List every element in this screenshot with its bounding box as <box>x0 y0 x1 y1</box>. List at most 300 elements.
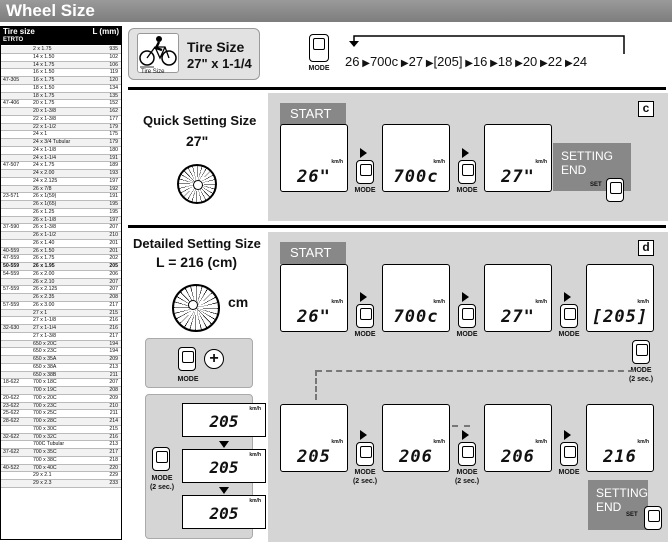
tire-size-cell: 29 x 2.3 <box>33 480 52 486</box>
lcd-value: 206 <box>399 447 433 467</box>
tire-size-cell: 26 x 1.40 <box>33 239 55 246</box>
mode-button-icon <box>458 160 476 184</box>
length-cell: 192 <box>109 185 118 192</box>
detailed-setting-title: Detailed Setting Size <box>133 236 261 251</box>
set-label: SET <box>626 512 638 518</box>
length-cell: 179 <box>109 139 118 145</box>
table-row <box>1 310 121 318</box>
sequence-arrow: ▶ <box>359 58 370 69</box>
etrto-cell: 20-622 <box>3 394 20 401</box>
mode-label: MODE <box>456 331 478 338</box>
lcd-value: 205 <box>209 504 239 523</box>
table-row <box>1 426 121 434</box>
sequence-arrow: ▶ <box>537 58 548 69</box>
sequence-item: 18 <box>497 54 513 69</box>
mode-2sec-label: (2 sec.) <box>628 376 654 383</box>
length-cell: 207 <box>109 278 118 285</box>
tire-size-cell: 16 x 1.50 <box>33 69 55 76</box>
kmh-label: km/h <box>249 452 261 458</box>
length-cell: 220 <box>109 464 118 471</box>
tire-size-cell: 26 x 1-3/8 <box>33 224 57 231</box>
table-row <box>1 472 121 480</box>
etrto-cell: 47-559 <box>3 255 20 262</box>
length-cell: 162 <box>109 108 118 114</box>
table-row <box>1 209 121 217</box>
tire-size-cell: 26 x 2.00 <box>33 270 55 277</box>
etrto-cell: 47-507 <box>3 162 20 169</box>
length-cell: 177 <box>109 115 118 122</box>
length-cell: 201 <box>109 239 118 246</box>
etrto-cell: 40-522 <box>3 464 20 471</box>
kmh-label: km/h <box>249 498 261 504</box>
tire-size-cell: 26 x 1.25 <box>33 208 55 215</box>
tire-size-cell: 650 x 35A <box>33 356 57 362</box>
lcd-value: 700c <box>393 307 439 327</box>
tire-size-cell: 24 x 1 <box>33 131 48 138</box>
length-cell: 175 <box>109 131 118 138</box>
mode-label: MODE <box>558 469 580 476</box>
tire-size-cell: 24 x 2.00 <box>33 170 55 176</box>
divider-top <box>128 87 666 90</box>
table-row <box>1 465 121 473</box>
tire-size-cell: 700 x 28C <box>33 418 57 424</box>
arrow-right <box>564 430 571 440</box>
table-row <box>1 255 121 263</box>
table-row <box>1 379 121 387</box>
tire-size-cell: 26 x 1.50 <box>33 247 55 254</box>
tire-size-cell: 650 x 23C <box>33 348 57 355</box>
tire-size-cell: 700C Tubular <box>33 441 65 448</box>
table-row <box>1 186 121 194</box>
sequence-item: 24 <box>572 54 588 69</box>
lcd-display <box>182 495 266 529</box>
length-cell: 195 <box>109 201 118 207</box>
lcd-display <box>280 404 348 472</box>
start-tab: START <box>280 242 346 264</box>
etrto-cell: 23-571 <box>3 193 20 200</box>
mode-button-icon <box>152 447 170 471</box>
length-cell: 218 <box>109 456 118 463</box>
mode-button-icon <box>560 442 578 466</box>
tire-size-cell: 700 x 23C <box>33 402 57 409</box>
setting-end-line-1: SETTING <box>561 149 614 163</box>
arrow-right <box>462 430 469 440</box>
kmh-label: km/h <box>331 439 343 445</box>
set-label: SET <box>590 182 602 188</box>
tire-size-title: Tire Size <box>187 39 245 55</box>
sequence-arrow: ▶ <box>487 58 498 69</box>
mode-button-icon <box>458 304 476 328</box>
kmh-label: km/h <box>433 439 445 445</box>
tire-size-cell: 14 x 1.50 <box>33 53 55 60</box>
table-row <box>1 232 121 240</box>
kmh-label: km/h <box>331 299 343 305</box>
table-row <box>1 100 121 108</box>
length-cell: 194 <box>109 340 118 347</box>
length-cell: 217 <box>109 301 118 308</box>
length-cell: 191 <box>109 154 118 161</box>
dashed-line <box>315 370 317 400</box>
table-row <box>1 286 121 294</box>
length-cell: 206 <box>109 270 118 277</box>
mode-label: MODE <box>308 65 330 72</box>
lcd-value: 205 <box>297 447 331 467</box>
tire-size-cell: 700 x 40C <box>33 464 57 471</box>
lcd-value: [205] <box>591 307 649 327</box>
lcd-value: 206 <box>501 447 535 467</box>
length-cell: 207 <box>109 379 118 386</box>
length-cell: 195 <box>109 208 118 215</box>
lcd-display <box>182 449 266 483</box>
kmh-label: km/h <box>249 406 261 412</box>
length-cell: 120 <box>109 77 118 83</box>
cm-label: cm <box>228 294 249 310</box>
length-cell: 233 <box>109 480 118 486</box>
col-length: L (mm) <box>92 27 119 36</box>
loop-arrow <box>348 32 628 56</box>
wheel-circumference-icon <box>172 284 220 332</box>
mode-button-icon <box>309 34 329 62</box>
lcd-display <box>382 264 450 332</box>
tire-size-cell: 24 x 1-1/4 <box>33 154 57 161</box>
length-cell: 135 <box>109 92 118 99</box>
tire-size-cell: 700 x 19C <box>33 387 57 393</box>
table-row <box>1 434 121 442</box>
mode-plus-box <box>145 338 253 388</box>
length-cell: 209 <box>109 356 118 362</box>
detailed-setting-formula: L = 216 (cm) <box>156 254 238 270</box>
table-row <box>1 263 121 271</box>
length-cell: 102 <box>109 53 118 60</box>
mode-label: MODE <box>630 367 652 374</box>
etrto-cell: 28-622 <box>3 418 20 424</box>
table-row <box>1 193 121 201</box>
mode-2sec-label: (2 sec.) <box>352 478 378 485</box>
length-cell: 216 <box>109 317 118 324</box>
sequence-item: [205] <box>433 54 463 69</box>
length-cell: 197 <box>109 216 118 223</box>
tire-size-cell: 26 x 3.00 <box>33 301 55 308</box>
tire-size-cell: 18 x 1.75 <box>33 92 55 99</box>
kmh-label: km/h <box>535 159 547 165</box>
dashed-line <box>452 425 470 427</box>
setting-end-line-2: END <box>561 163 587 177</box>
tire-size-value: 27" x 1-1/4 <box>187 56 252 71</box>
tire-size-cell: 18 x 1.50 <box>33 84 55 91</box>
length-cell: 216 <box>109 325 118 331</box>
table-row <box>1 341 121 349</box>
length-cell: 179 <box>109 123 118 130</box>
lcd-display <box>586 264 654 332</box>
plus-icon: + <box>204 349 224 369</box>
sequence-item: 22 <box>547 54 563 69</box>
length-cell: 197 <box>109 177 118 184</box>
table-row <box>1 364 121 372</box>
lcd-display <box>586 404 654 472</box>
table-row <box>1 62 121 70</box>
tire-size-cell: 26 x 2.35 <box>33 294 55 300</box>
table-row <box>1 449 121 457</box>
table-row <box>1 279 121 287</box>
panel-letter-d: d <box>638 240 654 256</box>
tire-size-cell: 26 x 1-1/8 <box>33 216 57 223</box>
dashed-line <box>640 368 642 370</box>
mode-button-icon <box>356 442 374 466</box>
length-cell: 208 <box>109 387 118 393</box>
tire-size-box <box>128 28 260 80</box>
length-cell: 134 <box>109 84 118 91</box>
length-cell: 209 <box>109 394 118 401</box>
length-cell: 215 <box>109 309 118 316</box>
tire-size-icon-label: Tire Size <box>141 69 165 75</box>
table-row <box>1 387 121 395</box>
mode-label: MODE <box>354 469 376 476</box>
divider-middle <box>128 225 666 228</box>
tire-size-cell: 27 x 1-1/4 <box>33 325 57 331</box>
table-row <box>1 317 121 325</box>
length-cell: 191 <box>109 193 118 200</box>
sequence-item: 20 <box>522 54 538 69</box>
mode-button-icon <box>560 304 578 328</box>
length-cell: 201 <box>109 247 118 254</box>
table-row <box>1 54 121 62</box>
wheel-icon <box>177 164 217 204</box>
table-row <box>1 480 121 488</box>
sequence-arrow: ▶ <box>512 58 523 69</box>
length-cell: 152 <box>109 100 118 107</box>
kmh-label: km/h <box>637 439 649 445</box>
tire-size-cell: 20 x 1-3/8 <box>33 108 57 114</box>
tire-size-cell: 700 x 32C <box>33 433 57 440</box>
arrow-right <box>564 292 571 302</box>
length-cell: 229 <box>109 472 118 479</box>
length-cell: 217 <box>109 449 118 455</box>
etrto-cell: 47-305 <box>3 77 20 83</box>
setting-end-box <box>588 480 648 530</box>
tire-size-cell: 27 x 1 <box>33 309 48 316</box>
etrto-cell: 32-630 <box>3 325 20 331</box>
kmh-label: km/h <box>433 159 445 165</box>
lcd-display <box>484 124 552 192</box>
mode-button-icon <box>178 347 196 371</box>
tire-size-cell: 26 x 1(59) <box>33 193 57 200</box>
sequence-arrow: ▶ <box>462 58 473 69</box>
page-title: Wheel Size <box>6 1 95 20</box>
tire-size-cell: 27 x 1-1/8 <box>33 317 57 324</box>
table-row <box>1 457 121 465</box>
setting-end-line-2: END <box>596 500 622 514</box>
mode-button-icon <box>356 304 374 328</box>
etrto-cell: 37-590 <box>3 224 20 231</box>
lcd-value: 26" <box>297 307 331 327</box>
tire-size-cell: 24 x 1-1/8 <box>33 146 57 153</box>
etrto-cell: 50-559 <box>3 263 20 269</box>
lcd-display <box>182 403 266 437</box>
tire-size-cell: 650 x 38A <box>33 363 57 370</box>
table-row <box>1 395 121 403</box>
table-row <box>1 217 121 225</box>
table-row <box>1 93 121 101</box>
col-etrto: ETRTO <box>3 37 24 43</box>
length-cell: 189 <box>109 162 118 169</box>
table-row <box>1 302 121 310</box>
tire-size-cell: 700 x 20C <box>33 394 57 401</box>
length-cell: 119 <box>109 69 118 76</box>
tire-size-cell: 16 x 1.75 <box>33 77 55 83</box>
mode-button-icon <box>356 160 374 184</box>
arrow-right <box>360 292 367 302</box>
table-row <box>1 131 121 139</box>
length-cell: 210 <box>109 402 118 409</box>
tire-size-cell: 700 x 30C <box>33 425 57 432</box>
tire-size-cell: 650 x 38B <box>33 371 57 378</box>
table-row <box>1 124 121 132</box>
length-cell: 210 <box>109 232 118 238</box>
length-cell: 935 <box>109 46 118 52</box>
tire-size-cell: 26 x 2.125 <box>33 286 58 293</box>
table-row <box>1 325 121 333</box>
tire-size-cell: 700 x 25C <box>33 410 57 417</box>
table-row <box>1 178 121 186</box>
length-cell: 217 <box>109 332 118 339</box>
tire-size-cell: 26 x 1.75 <box>33 255 55 262</box>
mode-label: MODE <box>456 469 478 476</box>
tire-size-cell: 26 x 7/8 <box>33 185 52 192</box>
etrto-cell: 18-622 <box>3 379 20 386</box>
length-cell: 213 <box>109 441 118 448</box>
kmh-label: km/h <box>433 299 445 305</box>
tire-size-cell: 24 x 2.125 <box>33 177 58 184</box>
etrto-cell: 25-622 <box>3 410 20 417</box>
table-row <box>1 46 121 54</box>
length-cell: 207 <box>109 286 118 293</box>
table-row <box>1 108 121 116</box>
quick-setting-value: 27" <box>186 133 209 149</box>
table-body <box>1 46 121 488</box>
lcd-value: 26" <box>297 167 331 187</box>
tire-size-cell: 700 x 18C <box>33 379 57 386</box>
dashed-line <box>316 370 634 372</box>
etrto-cell: 23-622 <box>3 402 20 409</box>
tire-size-cell: 22 x 1-3/8 <box>33 115 57 122</box>
tire-size-cell: 14 x 1.75 <box>33 61 55 68</box>
length-cell: 214 <box>109 418 118 424</box>
length-cell: 211 <box>109 410 118 417</box>
table-row <box>1 147 121 155</box>
length-cell: 215 <box>109 425 118 432</box>
table-subheader <box>1 37 121 45</box>
mode-label: MODE <box>354 187 376 194</box>
length-cell: 216 <box>109 433 118 440</box>
table-row <box>1 69 121 77</box>
length-cell: 207 <box>109 224 118 231</box>
mode-button-icon <box>632 340 650 364</box>
wheel-size-sequence <box>345 54 587 69</box>
lcd-value: 700c <box>393 167 439 187</box>
length-cell: 211 <box>109 371 118 378</box>
quick-setting-title: Quick Setting Size <box>143 113 257 128</box>
table-row <box>1 201 121 209</box>
lcd-value: 216 <box>603 447 637 467</box>
mode-label: MODE <box>177 376 199 383</box>
tire-size-cell: 27 x 1-3/8 <box>33 332 57 339</box>
kmh-label: km/h <box>535 299 547 305</box>
table-row <box>1 162 121 170</box>
mode-label: MODE <box>558 331 580 338</box>
arrow-down <box>219 487 229 494</box>
length-cell: 193 <box>109 170 118 176</box>
mode-button-icon <box>458 442 476 466</box>
length-cell: 106 <box>109 61 118 68</box>
setting-end-line-1: SETTING <box>596 486 649 500</box>
table-row <box>1 372 121 380</box>
table-row <box>1 77 121 85</box>
length-cell: 213 <box>109 363 118 370</box>
arrow-right <box>462 148 469 158</box>
mode-hold-box <box>145 394 261 539</box>
tire-size-cell: 22 x 1-1/2 <box>33 123 57 130</box>
tire-size-cell: 700 x 38C <box>33 456 57 463</box>
arrow-right <box>462 292 469 302</box>
sequence-item: 27 <box>408 54 424 69</box>
sequence-arrow: ▶ <box>398 58 409 69</box>
etrto-cell: 57-559 <box>3 301 20 308</box>
start-tab: START <box>280 103 346 125</box>
arrow-right <box>360 148 367 158</box>
tire-size-cell: 20 x 1.75 <box>33 100 55 107</box>
table-row <box>1 248 121 256</box>
tire-size-cell: 26 x 2.10 <box>33 278 55 285</box>
lcd-display <box>280 264 348 332</box>
panel-letter-c: c <box>638 101 654 117</box>
sequence-item: 26 <box>345 54 360 69</box>
mode-label: MODE <box>151 475 173 482</box>
table-row <box>1 85 121 93</box>
lcd-value: 205 <box>209 458 239 477</box>
mode-label: MODE <box>456 187 478 194</box>
etrto-cell: 37-622 <box>3 449 20 455</box>
mode-2sec-label: (2 sec.) <box>454 478 480 485</box>
table-row <box>1 139 121 147</box>
length-cell: 202 <box>109 255 118 262</box>
kmh-label: km/h <box>637 299 649 305</box>
kmh-label: km/h <box>535 439 547 445</box>
table-row <box>1 403 121 411</box>
col-tire-size: Tire size <box>3 27 35 36</box>
tire-size-cell: 26 x 1-1/2 <box>33 232 57 238</box>
tire-size-table <box>0 26 122 540</box>
lcd-display <box>280 124 348 192</box>
lcd-value: 205 <box>209 412 239 431</box>
etrto-cell: 57-559 <box>3 286 20 293</box>
tire-size-cell: 26 x 1(65) <box>33 201 57 207</box>
tire-size-cell: 2 x 1.75 <box>33 46 52 52</box>
table-row <box>1 271 121 279</box>
table-row <box>1 418 121 426</box>
tire-size-cell: 700 x 35C <box>33 449 57 455</box>
table-row <box>1 294 121 302</box>
set-button-icon <box>644 506 662 530</box>
mode-label: MODE <box>354 331 376 338</box>
arrow-down <box>219 441 229 448</box>
table-row <box>1 348 121 356</box>
header-bar <box>0 0 672 22</box>
lcd-value: 27" <box>501 167 535 187</box>
tire-size-cell: 26 x 1.95 <box>33 263 55 269</box>
sequence-arrow: ▶ <box>562 58 573 69</box>
lcd-display <box>484 264 552 332</box>
table-header <box>1 27 121 37</box>
